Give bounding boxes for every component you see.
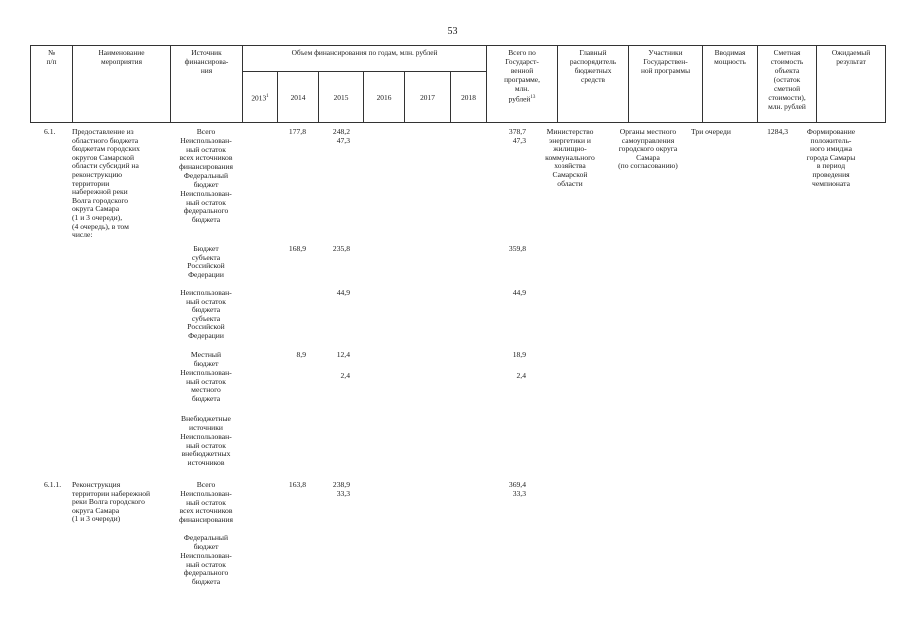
header-name: Наименование мероприятия [73,46,171,123]
header-result: Ожидаемый результат [817,46,886,123]
header-year-2017: 2017 [405,72,451,123]
row-6-1-manager: Министерство энергетики и жилищно- коммунального хозяйства Самарской области [545,127,595,188]
row-6-1-source-extrabudgetary: Внебюджетные источники [181,414,231,432]
row-6-1-1-remainder-all: 33,3 [512,489,526,498]
row-6-1-regional-all: 359,8 [508,244,526,253]
header-total [487,46,558,123]
row-6-1-1-total-2015: 238,9 [332,480,350,489]
row-6-1-regional-remainder-all: 44,9 [512,288,526,297]
header-capacity: Вводимая мощность [703,46,758,123]
header-year-2013 [243,72,278,123]
header-total-footnote: 13 [530,95,536,100]
header-funding-title: Объем финансирования по годам, млн. рублей [243,46,487,72]
header-year-2013-label: 2013 [251,93,267,103]
row-6-1-source-remainder-extrabudgetary: Неиспользован- ный остаток внебюджетных источников [180,432,232,467]
row-6-1-local-2015: 12,4 [336,350,350,359]
row-6-1-local-2014: 8,9 [296,350,306,359]
row-6-1-regional-remainder-2015: 44,9 [336,288,350,297]
table-header [30,45,886,123]
row-6-1-1-remainder-2015: 33,3 [336,489,350,498]
row-6-1-source-total: Всего [196,127,216,136]
row-6-1-result: Формирование положитель- ного имиджа города Самары в период проведения чемпионата [806,127,856,188]
row-6-1-name: Предоставление из областного бюджета бюджетам городских округов Самарской области субсидий на реконструкцию территории набережной реки Волга городского округа Самара (1 и 3 очереди), (4 очередь), в том числе: [72,127,140,240]
row-6-1-source-local: Местный бюджет [190,350,222,368]
row-6-1-regional-2014: 168,9 [288,244,306,253]
row-6-1-1-source-total: Всего [196,480,216,489]
header-estimated-cost: Сметная стоимость объекта (остаток сметной стоимости), млн. рублей [758,46,817,123]
row-6-1-1-source-remainder-federal: Неиспользован- ный остаток федерального бюджета [180,551,232,586]
row-6-1-capacity: Три очереди [691,127,731,136]
row-6-1-remainder-all: 47,3 [512,136,526,145]
row-6-1-1-number: 6.1.1. [44,480,62,489]
row-6-1-regional-2015: 235,8 [332,244,350,253]
row-6-1-total-2014: 177,8 [288,127,306,136]
header-source: Источник финансирова- ния [171,46,243,123]
header-year-2016: 2016 [364,72,405,123]
row-6-1-source-federal: Федеральный бюджет [183,171,229,189]
row-6-1-1-source-remainder-all: Неиспользован- ный остаток всех источников финансирования [179,489,233,524]
header-participants: Участники Государствен- ной программы [629,46,703,123]
row-6-1-local-all: 18,9 [512,350,526,359]
header-manager: Главный распорядитель бюджетных средств [558,46,629,123]
row-6-1-source-remainder-regional: Неиспользован- ный остаток бюджета субъекта Российской Федерации [180,288,232,340]
row-6-1-1-name: Реконструкция территории набережной реки Волга городского округа Самара (1 и 3 очереди) [72,480,151,524]
row-6-1-1-total-2014: 163,8 [288,480,306,489]
row-6-1-local-remainder-2015: 2,4 [340,371,350,380]
row-6-1-local-remainder-all: 2,4 [516,371,526,380]
header-year-2014: 2014 [278,72,319,123]
row-6-1-source-remainder-local: Неиспользован- ный остаток местного бюджета [180,368,232,403]
row-6-1-total-all: 378,7 [508,127,526,136]
row-6-1-1-source-federal: Федеральный бюджет [183,533,229,551]
header-year-2013-footnote: 1 [266,93,269,99]
row-6-1-source-regional: Бюджет субъекта Российской Федерации [187,244,225,279]
row-6-1-total-2015: 248,2 [332,127,350,136]
header-year-2015: 2015 [319,72,364,123]
header-total-label: Всего по Государст- венной программе, млн. рублей [504,48,540,104]
page-number: 53 [447,26,458,37]
header-year-2018: 2018 [451,72,487,123]
table-body [30,124,866,640]
row-6-1-remainder-2015: 47,3 [336,136,350,145]
header-number: № п/п [31,46,73,123]
row-6-1-source-remainder-federal: Неиспользован- ный остаток федерального бюджета [180,189,232,224]
row-6-1-estimated-cost: 1284,3 [767,127,788,136]
row-6-1-number: 6.1. [44,127,56,136]
row-6-1-source-remainder-all: Неиспользован- ный остаток всех источников финансирования [179,136,233,171]
row-6-1-1-total-all: 369,4 [508,480,526,489]
row-6-1-participants: Органы местного самоуправления городского округа Самара (по согласованию) [618,127,678,171]
